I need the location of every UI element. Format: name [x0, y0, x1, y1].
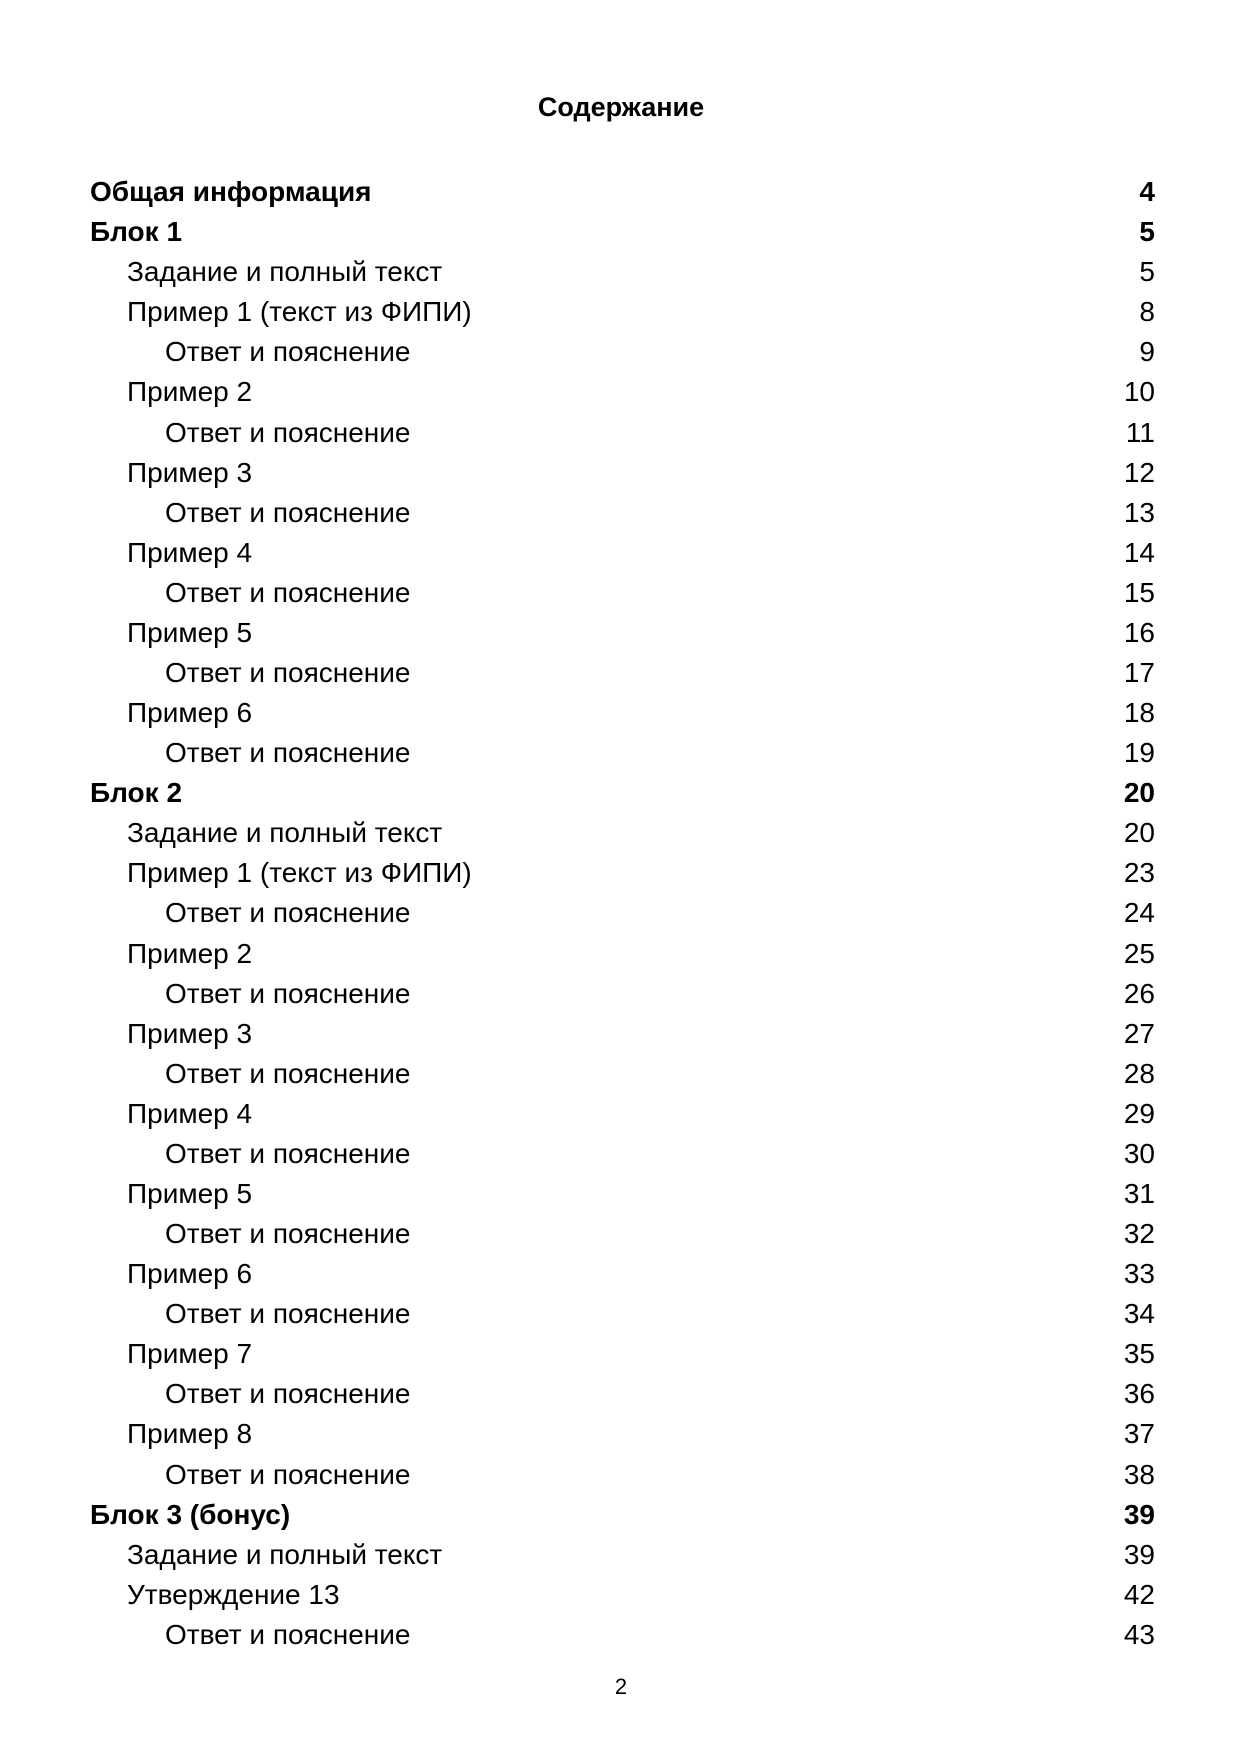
toc-answer-entry[interactable] — [90, 1374, 1155, 1414]
toc-entry-label: Пример 3 — [127, 456, 253, 488]
toc-entry-page: 36 — [1123, 1378, 1155, 1410]
toc-entry-label: Пример 5 — [127, 1177, 253, 1209]
toc-entry-label: Пример 4 — [127, 536, 253, 568]
toc-answer-entry[interactable] — [90, 573, 1155, 613]
toc-entry-page: 30 — [1123, 1137, 1155, 1169]
toc-answer-entry[interactable] — [90, 1615, 1155, 1655]
toc-answer-entry[interactable] — [90, 974, 1155, 1014]
toc-entry-page: 5 — [1139, 256, 1155, 288]
toc-entry-label: Пример 3 — [127, 1017, 253, 1049]
toc-answer-entry[interactable] — [90, 1054, 1155, 1094]
toc-entry-page: 43 — [1123, 1618, 1155, 1650]
toc-subsection-entry[interactable] — [90, 813, 1155, 853]
toc-entry-page: 15 — [1123, 576, 1155, 608]
toc-entry-page: 20 — [1123, 777, 1155, 809]
toc-section-entry[interactable] — [90, 212, 1155, 252]
toc-entry-page: 27 — [1123, 1017, 1155, 1049]
toc-entry-page: 37 — [1123, 1418, 1155, 1450]
toc-entry-page: 32 — [1123, 1218, 1155, 1250]
toc-entry-label: Блок 2 — [90, 777, 183, 809]
toc-entry-label: Пример 1 (текст из ФИПИ) — [127, 857, 472, 889]
toc-subsection-entry[interactable] — [90, 693, 1155, 733]
toc-entry-page: 25 — [1123, 937, 1155, 969]
toc-entry-page: 29 — [1123, 1097, 1155, 1129]
toc-subsection-entry[interactable] — [90, 1174, 1155, 1214]
toc-subsection-entry[interactable] — [90, 292, 1155, 332]
toc-entry-label: Ответ и пояснение — [165, 1137, 411, 1169]
toc-answer-entry[interactable] — [90, 493, 1155, 533]
toc-entry-label: Ответ и пояснение — [165, 336, 411, 368]
toc-section-entry[interactable] — [90, 172, 1155, 212]
toc-entry-page: 28 — [1123, 1057, 1155, 1089]
toc-subsection-entry[interactable] — [90, 1535, 1155, 1575]
toc-entry-page: 14 — [1123, 536, 1155, 568]
toc-entry-page: 31 — [1123, 1177, 1155, 1209]
toc-entry-label: Пример 4 — [127, 1097, 253, 1129]
toc-answer-entry[interactable] — [90, 733, 1155, 773]
toc-entry-label: Ответ и пояснение — [165, 1618, 411, 1650]
page-number: 2 — [614, 1674, 628, 1699]
toc-entry-page: 35 — [1123, 1338, 1155, 1370]
toc-entry-page: 8 — [1139, 296, 1155, 328]
toc-entry-page: 23 — [1123, 857, 1155, 889]
toc-subsection-entry[interactable] — [90, 252, 1155, 292]
toc-subsection-entry[interactable] — [90, 1254, 1155, 1294]
toc-entry-page: 42 — [1123, 1578, 1155, 1610]
toc-entry-page: 9 — [1139, 336, 1155, 368]
toc-entry-label: Ответ и пояснение — [165, 1458, 411, 1490]
toc-entry-label: Задание и полный текст — [127, 256, 443, 288]
toc-subsection-entry[interactable] — [90, 372, 1155, 412]
toc-subsection-entry[interactable] — [90, 453, 1155, 493]
toc-entry-label: Пример 2 — [127, 376, 253, 408]
toc-entry-label: Ответ и пояснение — [165, 1378, 411, 1410]
toc-entry-label: Ответ и пояснение — [165, 1057, 411, 1089]
toc-entry-page: 13 — [1123, 496, 1155, 528]
toc-entry-page: 39 — [1123, 1538, 1155, 1570]
toc-entry-label: Блок 3 (бонус) — [90, 1498, 291, 1530]
toc-entry-label: Ответ и пояснение — [165, 1298, 411, 1330]
toc-entry-label: Ответ и пояснение — [165, 576, 411, 608]
toc-entry-page: 5 — [1139, 216, 1155, 248]
toc-entry-page: 39 — [1123, 1498, 1155, 1530]
toc-entry-label: Ответ и пояснение — [165, 1218, 411, 1250]
toc-entry-label: Пример 6 — [127, 1258, 253, 1290]
toc-entry-label: Пример 7 — [127, 1338, 253, 1370]
toc-answer-entry[interactable] — [90, 653, 1155, 693]
toc-answer-entry[interactable] — [90, 1134, 1155, 1174]
toc-answer-entry[interactable] — [90, 893, 1155, 933]
toc-subsection-entry[interactable] — [90, 1334, 1155, 1374]
toc-entry-label: Ответ и пояснение — [165, 656, 411, 688]
toc-entry-page: 33 — [1123, 1258, 1155, 1290]
toc-entry-page: 16 — [1123, 616, 1155, 648]
toc-entry-page: 17 — [1123, 656, 1155, 688]
toc-entry-label: Общая информация — [90, 176, 372, 208]
toc-subsection-entry[interactable] — [90, 933, 1155, 973]
toc-subsection-entry[interactable] — [90, 533, 1155, 573]
toc-entry-label: Ответ и пояснение — [165, 496, 411, 528]
toc-entry-label: Ответ и пояснение — [165, 416, 411, 448]
toc-entry-page: 19 — [1123, 737, 1155, 769]
toc-entry-page: 20 — [1123, 817, 1155, 849]
toc-entry-label: Пример 1 (текст из ФИПИ) — [127, 296, 472, 328]
toc-subsection-entry[interactable] — [90, 853, 1155, 893]
toc-entry-label: Пример 2 — [127, 937, 253, 969]
toc-subsection-entry[interactable] — [90, 1575, 1155, 1615]
toc-subsection-entry[interactable] — [90, 1014, 1155, 1054]
toc-entry-label: Задание и полный текст — [127, 1538, 443, 1570]
toc-answer-entry[interactable] — [90, 412, 1155, 452]
toc-entry-page: 18 — [1123, 697, 1155, 729]
toc-entry-page: 26 — [1123, 977, 1155, 1009]
toc-subsection-entry[interactable] — [90, 1094, 1155, 1134]
toc-entry-label: Блок 1 — [90, 216, 183, 248]
toc-subsection-entry[interactable] — [90, 613, 1155, 653]
toc-section-entry[interactable] — [90, 773, 1155, 813]
toc-answer-entry[interactable] — [90, 1455, 1155, 1495]
toc-entry-label: Пример 8 — [127, 1418, 253, 1450]
toc-entry-page: 11 — [1125, 416, 1155, 448]
toc-entry-label: Пример 5 — [127, 616, 253, 648]
toc-entry-label: Ответ и пояснение — [165, 737, 411, 769]
toc-subsection-entry[interactable] — [90, 1414, 1155, 1454]
toc-entry-label: Ответ и пояснение — [165, 977, 411, 1009]
toc-entry-label: Ответ и пояснение — [165, 897, 411, 929]
toc-entry-page: 38 — [1123, 1458, 1155, 1490]
toc-entry-page: 34 — [1123, 1298, 1155, 1330]
toc-entry-label: Задание и полный текст — [127, 817, 443, 849]
toc-entry-page: 12 — [1123, 456, 1155, 488]
toc-entry-page: 24 — [1123, 897, 1155, 929]
toc-answer-entry[interactable] — [90, 1294, 1155, 1334]
toc-entry-page: 10 — [1123, 376, 1155, 408]
toc-section-entry[interactable] — [90, 1495, 1155, 1535]
toc-entry-label: Утверждение 13 — [127, 1578, 340, 1610]
toc-entry-label: Пример 6 — [127, 697, 253, 729]
page-title: Содержание — [537, 92, 705, 122]
toc-answer-entry[interactable] — [90, 332, 1155, 372]
toc-answer-entry[interactable] — [90, 1214, 1155, 1254]
table-of-contents — [90, 172, 1155, 1655]
toc-entry-page: 4 — [1139, 176, 1155, 208]
